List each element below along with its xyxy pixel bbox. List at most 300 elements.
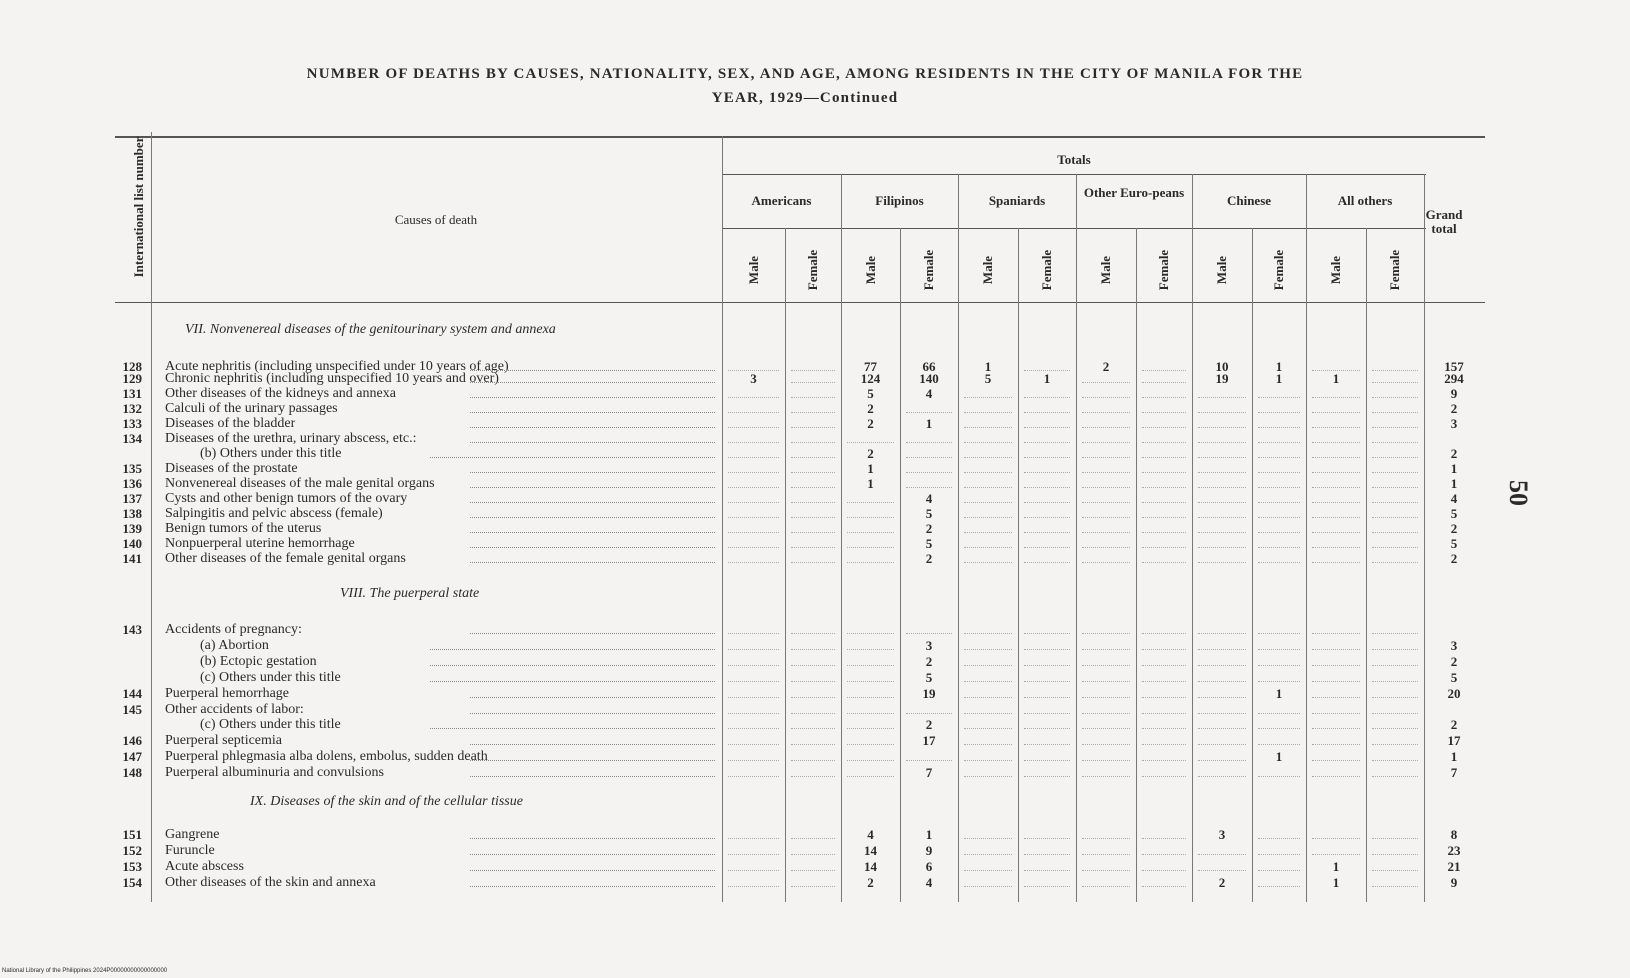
- male-header: Male: [1328, 255, 1343, 285]
- cause-label: Calculi of the urinary passages: [165, 401, 338, 416]
- empty-cell-dots: [1258, 728, 1300, 729]
- empty-cell-dots: [1142, 870, 1186, 871]
- empty-cell-dots: [728, 427, 779, 428]
- empty-cell-dots: [1312, 713, 1360, 714]
- empty-cell-dots: [847, 649, 894, 650]
- empty-cell-dots: [1024, 562, 1070, 563]
- section-heading: VIII. The puerperal state: [340, 586, 480, 601]
- cause-label: Other diseases of the skin and annexa: [165, 875, 376, 890]
- empty-cell-dots: [1312, 442, 1360, 443]
- causes-col-divider: [722, 136, 723, 902]
- totals-under-rule: [722, 174, 1426, 175]
- female-header: Female: [921, 249, 936, 291]
- empty-cell-dots: [1372, 472, 1418, 473]
- empty-cell-dots: [1312, 412, 1360, 413]
- empty-cell-dots: [1372, 562, 1418, 563]
- value-cell: 3: [1218, 827, 1226, 842]
- empty-cell-dots: [1372, 633, 1418, 634]
- empty-cell-dots: [847, 442, 894, 443]
- intl-number: 143: [122, 622, 142, 637]
- empty-cell-dots: [1082, 532, 1130, 533]
- empty-cell-dots: [1372, 427, 1418, 428]
- empty-cell-dots: [1198, 744, 1246, 745]
- empty-cell-dots: [964, 728, 1012, 729]
- empty-cell-dots: [1312, 744, 1360, 745]
- empty-cell-dots: [1024, 728, 1070, 729]
- empty-cell-dots: [1024, 397, 1070, 398]
- empty-cell-dots: [1258, 487, 1300, 488]
- empty-cell-dots: [847, 517, 894, 518]
- empty-cell-dots: [1312, 854, 1360, 855]
- groups-under-rule: [722, 228, 1426, 229]
- empty-cell-dots: [791, 713, 835, 714]
- value-cell: 1: [867, 476, 874, 491]
- empty-cell-dots: [1082, 412, 1130, 413]
- empty-cell-dots: [1024, 713, 1070, 714]
- value-cell: 124: [860, 371, 881, 386]
- empty-cell-dots: [964, 457, 1012, 458]
- empty-cell-dots: [728, 487, 779, 488]
- intl-number: 138: [122, 506, 142, 521]
- empty-cell-dots: [1082, 713, 1130, 714]
- empty-cell-dots: [1372, 517, 1418, 518]
- intl-number: 151: [122, 827, 142, 842]
- cause-label: Gangrene: [165, 827, 220, 842]
- male-header: Male: [980, 255, 995, 285]
- leader-dots: [470, 502, 715, 503]
- empty-cell-dots: [1258, 562, 1300, 563]
- empty-cell-dots: [1142, 427, 1186, 428]
- table-title: NUMBER OF DEATHS BY CAUSES, NATIONALITY, SEX, AND AGE, AMONG RESIDENTS IN THE CITY OF MANILA FOR THE: [306, 66, 1304, 82]
- value-col-divider: [1136, 228, 1137, 902]
- value-cell: 1: [867, 461, 874, 476]
- empty-cell-dots: [1312, 427, 1360, 428]
- grand-total-cell: 5: [1450, 536, 1458, 551]
- male-header: Male: [1214, 255, 1229, 285]
- empty-cell-dots: [1142, 728, 1186, 729]
- grand-total-cell: 2: [1450, 551, 1458, 566]
- empty-cell-dots: [1312, 665, 1360, 666]
- empty-cell-dots: [1372, 487, 1418, 488]
- empty-cell-dots: [1372, 532, 1418, 533]
- empty-cell-dots: [1312, 776, 1360, 777]
- empty-cell-dots: [791, 532, 835, 533]
- empty-cell-dots: [964, 886, 1012, 887]
- empty-cell-dots: [1142, 397, 1186, 398]
- grand-total-cell: 9: [1450, 386, 1458, 401]
- empty-cell-dots: [1082, 854, 1130, 855]
- empty-cell-dots: [791, 744, 835, 745]
- leader-dots: [470, 382, 715, 383]
- empty-cell-dots: [964, 397, 1012, 398]
- cause-label: Cysts and other benign tumors of the ovary: [165, 491, 408, 506]
- empty-cell-dots: [964, 517, 1012, 518]
- value-cell: 14: [864, 859, 877, 874]
- cause-label: (c) Others under this title: [200, 670, 341, 685]
- value-cell: 4: [867, 827, 874, 842]
- female-header: Female: [1387, 249, 1402, 291]
- intl-number: 133: [122, 416, 142, 431]
- empty-cell-dots: [791, 681, 835, 682]
- empty-cell-dots: [847, 502, 894, 503]
- empty-cell-dots: [1312, 457, 1360, 458]
- empty-cell-dots: [964, 665, 1012, 666]
- empty-cell-dots: [1082, 487, 1130, 488]
- value-cell: 4: [925, 491, 933, 506]
- empty-cell-dots: [847, 776, 894, 777]
- empty-cell-dots: [906, 472, 952, 473]
- empty-cell-dots: [964, 427, 1012, 428]
- empty-cell-dots: [1198, 412, 1246, 413]
- empty-cell-dots: [728, 547, 779, 548]
- empty-cell-dots: [791, 760, 835, 761]
- empty-cell-dots: [1372, 382, 1418, 383]
- empty-cell-dots: [1258, 681, 1300, 682]
- empty-cell-dots: [1198, 760, 1246, 761]
- leader-dots: [470, 776, 715, 777]
- empty-cell-dots: [1142, 838, 1186, 839]
- value-cell: 2: [867, 401, 874, 416]
- empty-cell-dots: [728, 744, 779, 745]
- empty-cell-dots: [1142, 713, 1186, 714]
- empty-cell-dots: [1198, 457, 1246, 458]
- empty-cell-dots: [964, 713, 1012, 714]
- leader-dots: [470, 472, 715, 473]
- cause-label: Benign tumors of the uterus: [165, 521, 322, 536]
- empty-cell-dots: [964, 697, 1012, 698]
- value-cell: 17: [922, 733, 936, 748]
- leader-dots: [470, 633, 715, 634]
- value-cell: 1: [925, 416, 933, 431]
- empty-cell-dots: [1372, 665, 1418, 666]
- empty-cell-dots: [1312, 697, 1360, 698]
- empty-cell-dots: [1142, 412, 1186, 413]
- value-cell: 2: [867, 875, 874, 890]
- empty-cell-dots: [1082, 562, 1130, 563]
- intl-col-divider: [151, 132, 152, 902]
- empty-cell-dots: [1198, 532, 1246, 533]
- value-cell: 2: [925, 551, 933, 566]
- empty-cell-dots: [1372, 838, 1418, 839]
- male-header: Male: [862, 255, 878, 285]
- empty-cell-dots: [906, 713, 952, 714]
- empty-cell-dots: [1142, 442, 1186, 443]
- empty-cell-dots: [1082, 838, 1130, 839]
- causes-header: Causes of death: [394, 212, 478, 227]
- empty-cell-dots: [1024, 633, 1070, 634]
- grand-total-cell: 9: [1450, 875, 1458, 890]
- leader-dots: [430, 728, 715, 729]
- grand-total-cell: 7: [1450, 765, 1458, 780]
- empty-cell-dots: [1142, 370, 1186, 371]
- empty-cell-dots: [728, 776, 779, 777]
- cause-label: Diseases of the bladder: [165, 416, 296, 431]
- empty-cell-dots: [964, 838, 1012, 839]
- empty-cell-dots: [906, 442, 952, 443]
- empty-cell-dots: [1082, 681, 1130, 682]
- empty-cell-dots: [1372, 776, 1418, 777]
- value-col-divider: [1366, 228, 1367, 902]
- empty-cell-dots: [1372, 728, 1418, 729]
- value-col-divider: [1018, 228, 1019, 902]
- empty-cell-dots: [1258, 870, 1300, 871]
- leader-dots: [430, 649, 715, 650]
- empty-cell-dots: [1082, 665, 1130, 666]
- empty-cell-dots: [1312, 502, 1360, 503]
- empty-cell-dots: [1312, 547, 1360, 548]
- empty-cell-dots: [964, 649, 1012, 650]
- empty-cell-dots: [1258, 397, 1300, 398]
- empty-cell-dots: [1258, 532, 1300, 533]
- value-cell: 66: [922, 359, 936, 374]
- empty-cell-dots: [791, 442, 835, 443]
- empty-cell-dots: [1198, 487, 1246, 488]
- empty-cell-dots: [728, 728, 779, 729]
- empty-cell-dots: [964, 562, 1012, 563]
- empty-cell-dots: [1082, 397, 1130, 398]
- empty-cell-dots: [791, 487, 835, 488]
- empty-cell-dots: [847, 633, 894, 634]
- empty-cell-dots: [847, 728, 894, 729]
- empty-cell-dots: [1082, 633, 1130, 634]
- female-header: Female: [1039, 249, 1054, 291]
- empty-cell-dots: [1024, 649, 1070, 650]
- empty-cell-dots: [728, 502, 779, 503]
- empty-cell-dots: [1312, 487, 1360, 488]
- empty-cell-dots: [1024, 681, 1070, 682]
- empty-cell-dots: [1024, 870, 1070, 871]
- empty-cell-dots: [728, 854, 779, 855]
- leader-dots: [470, 370, 715, 371]
- empty-cell-dots: [1258, 649, 1300, 650]
- empty-cell-dots: [1082, 886, 1130, 887]
- empty-cell-dots: [1258, 665, 1300, 666]
- empty-cell-dots: [1372, 397, 1418, 398]
- intl-number: 129: [122, 371, 142, 386]
- empty-cell-dots: [1024, 744, 1070, 745]
- empty-cell-dots: [1258, 472, 1300, 473]
- empty-cell-dots: [1142, 744, 1186, 745]
- empty-cell-dots: [1142, 382, 1186, 383]
- empty-cell-dots: [964, 870, 1012, 871]
- value-cell: 140: [919, 371, 939, 386]
- leader-dots: [470, 760, 715, 761]
- grand-total-cell: 2: [1450, 717, 1458, 732]
- value-cell: 2: [925, 717, 933, 732]
- intl-number: 154: [122, 875, 142, 890]
- empty-cell-dots: [1082, 760, 1130, 761]
- empty-cell-dots: [964, 744, 1012, 745]
- empty-cell-dots: [728, 457, 779, 458]
- empty-cell-dots: [847, 697, 894, 698]
- leader-dots: [470, 427, 715, 428]
- value-cell: 6: [925, 859, 933, 874]
- empty-cell-dots: [1258, 633, 1300, 634]
- empty-cell-dots: [1372, 502, 1418, 503]
- empty-cell-dots: [1258, 427, 1300, 428]
- empty-cell-dots: [791, 776, 835, 777]
- cause-label: Diseases of the urethra, urinary abscess, etc.:: [165, 431, 417, 446]
- leader-dots: [470, 442, 715, 443]
- empty-cell-dots: [1198, 472, 1246, 473]
- empty-cell-dots: [964, 472, 1012, 473]
- value-col-divider: [841, 174, 842, 902]
- empty-cell-dots: [791, 502, 835, 503]
- value-col-divider: [1076, 174, 1077, 902]
- grand-total-cell: 23: [1447, 843, 1461, 858]
- empty-cell-dots: [1082, 502, 1130, 503]
- empty-cell-dots: [847, 665, 894, 666]
- cause-label: Accidents of pregnancy:: [165, 622, 302, 637]
- cause-label: (a) Abortion: [200, 638, 269, 653]
- leader-dots: [470, 854, 715, 855]
- intl-number: 153: [122, 859, 142, 874]
- empty-cell-dots: [1312, 562, 1360, 563]
- empty-cell-dots: [1082, 547, 1130, 548]
- empty-cell-dots: [1312, 728, 1360, 729]
- empty-cell-dots: [1142, 760, 1186, 761]
- empty-cell-dots: [1142, 562, 1186, 563]
- value-cell: 1: [1275, 749, 1283, 764]
- empty-cell-dots: [1372, 457, 1418, 458]
- leader-dots: [470, 397, 715, 398]
- leader-dots: [430, 681, 715, 682]
- value-cell: 2: [867, 416, 874, 431]
- empty-cell-dots: [1024, 457, 1070, 458]
- cause-label: Other accidents of labor:: [165, 702, 304, 717]
- empty-cell-dots: [1024, 487, 1070, 488]
- empty-cell-dots: [1142, 665, 1186, 666]
- empty-cell-dots: [728, 760, 779, 761]
- empty-cell-dots: [1142, 633, 1186, 634]
- empty-cell-dots: [1142, 472, 1186, 473]
- empty-cell-dots: [964, 776, 1012, 777]
- empty-cell-dots: [728, 838, 779, 839]
- empty-cell-dots: [728, 697, 779, 698]
- empty-cell-dots: [791, 838, 835, 839]
- grand-total-cell: 3: [1450, 416, 1458, 431]
- value-col-divider: [1306, 174, 1307, 902]
- empty-cell-dots: [1024, 427, 1070, 428]
- female-header: Female: [1156, 249, 1171, 291]
- empty-cell-dots: [1372, 547, 1418, 548]
- empty-cell-dots: [1258, 442, 1300, 443]
- empty-cell-dots: [1198, 649, 1246, 650]
- intl-number: 128: [122, 359, 142, 374]
- intl-number: 144: [122, 686, 142, 701]
- empty-cell-dots: [1198, 713, 1246, 714]
- leader-dots: [470, 713, 715, 714]
- grand-total-cell: 1: [1450, 461, 1458, 476]
- empty-cell-dots: [1258, 412, 1300, 413]
- empty-cell-dots: [1082, 697, 1130, 698]
- empty-cell-dots: [1082, 870, 1130, 871]
- leader-dots: [470, 838, 715, 839]
- empty-cell-dots: [791, 562, 835, 563]
- nationality-header: Americans: [751, 193, 812, 208]
- value-cell: 4: [925, 875, 933, 890]
- empty-cell-dots: [1198, 502, 1246, 503]
- empty-cell-dots: [791, 370, 835, 371]
- empty-cell-dots: [1024, 776, 1070, 777]
- empty-cell-dots: [964, 760, 1012, 761]
- cause-label: Salpingitis and pelvic abscess (female): [165, 506, 383, 521]
- empty-cell-dots: [1372, 854, 1418, 855]
- intl-number: 147: [122, 749, 142, 764]
- intl-number: 140: [122, 536, 142, 551]
- empty-cell-dots: [728, 713, 779, 714]
- empty-cell-dots: [847, 744, 894, 745]
- empty-cell-dots: [1198, 697, 1246, 698]
- value-cell: 2: [1218, 875, 1226, 890]
- empty-cell-dots: [791, 886, 835, 887]
- empty-cell-dots: [1198, 517, 1246, 518]
- cause-label: Diseases of the prostate: [165, 461, 298, 476]
- empty-cell-dots: [964, 532, 1012, 533]
- empty-cell-dots: [1312, 397, 1360, 398]
- value-cell: 14: [864, 843, 877, 858]
- value-cell: 77: [864, 359, 877, 374]
- cause-label: (b) Ectopic gestation: [200, 654, 317, 669]
- value-cell: 3: [925, 638, 933, 653]
- nationality-header: Spaniards: [988, 193, 1046, 208]
- empty-cell-dots: [1142, 776, 1186, 777]
- cause-label: Acute abscess: [165, 859, 244, 874]
- empty-cell-dots: [1198, 776, 1246, 777]
- empty-cell-dots: [1142, 649, 1186, 650]
- empty-cell-dots: [906, 457, 952, 458]
- empty-cell-dots: [1024, 502, 1070, 503]
- empty-cell-dots: [1312, 649, 1360, 650]
- grand-total-cell: 1: [1450, 476, 1458, 491]
- empty-cell-dots: [1198, 870, 1246, 871]
- value-cell: 19: [1215, 371, 1229, 386]
- nationality-header: Chinese: [1226, 193, 1272, 208]
- empty-cell-dots: [1142, 854, 1186, 855]
- empty-cell-dots: [1372, 681, 1418, 682]
- empty-cell-dots: [964, 502, 1012, 503]
- cause-label: Puerperal albuminuria and convulsions: [165, 765, 384, 780]
- empty-cell-dots: [1024, 517, 1070, 518]
- nationality-header: Other Euro-peans: [1083, 185, 1185, 200]
- empty-cell-dots: [906, 487, 952, 488]
- empty-cell-dots: [1024, 665, 1070, 666]
- empty-cell-dots: [791, 412, 835, 413]
- intl-number: 139: [122, 521, 142, 536]
- empty-cell-dots: [1024, 472, 1070, 473]
- empty-cell-dots: [1142, 681, 1186, 682]
- empty-cell-dots: [1258, 854, 1300, 855]
- empty-cell-dots: [1082, 728, 1130, 729]
- male-header: Male: [1098, 255, 1113, 285]
- grand-total-cell: 5: [1450, 670, 1458, 685]
- empty-cell-dots: [1312, 472, 1360, 473]
- empty-cell-dots: [791, 517, 835, 518]
- totals-header: Totals: [1057, 152, 1091, 167]
- nationality-header: All others: [1337, 193, 1393, 208]
- section-heading: VII. Nonvenereal diseases of the genitourinary system and annexa: [185, 322, 556, 337]
- leader-dots: [430, 457, 715, 458]
- empty-cell-dots: [964, 487, 1012, 488]
- value-cell: 7: [925, 765, 933, 780]
- empty-cell-dots: [906, 412, 952, 413]
- leader-dots: [470, 562, 715, 563]
- value-cell: 1: [984, 359, 992, 374]
- female-header: Female: [1271, 249, 1286, 291]
- empty-cell-dots: [1198, 562, 1246, 563]
- value-col-divider: [958, 174, 959, 902]
- empty-cell-dots: [1372, 744, 1418, 745]
